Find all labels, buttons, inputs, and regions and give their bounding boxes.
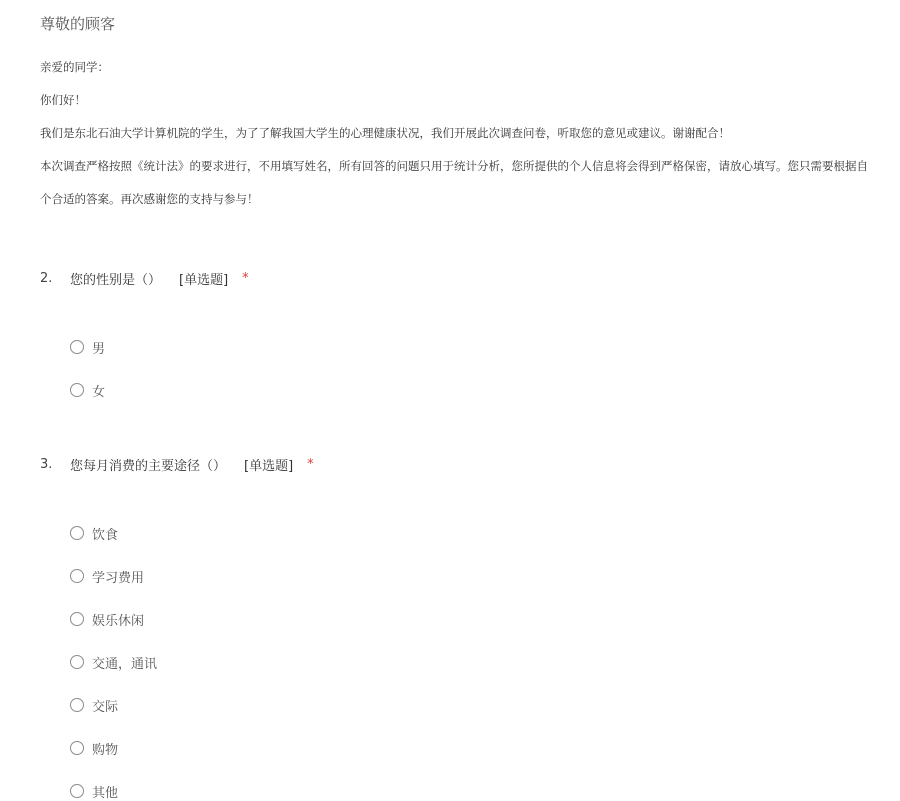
question-3-type: [单选题] <box>244 459 294 474</box>
radio-button[interactable] <box>70 340 84 354</box>
intro-thanks: 个合适的答案。再次感谢您的支持与参与！ <box>40 192 259 206</box>
question-2-required-mark: * <box>242 271 249 286</box>
question-3-title <box>40 455 314 474</box>
question-3-option-other[interactable] <box>70 782 118 800</box>
question-3-option-food[interactable] <box>70 524 118 542</box>
radio-button[interactable] <box>70 741 84 755</box>
question-2-option-female[interactable] <box>70 381 105 399</box>
question-3-required-mark: * <box>307 457 314 472</box>
question-2-option-male[interactable] <box>70 338 105 356</box>
radio-button[interactable] <box>70 569 84 583</box>
option-label: 女 <box>92 384 106 400</box>
question-2-text: 您的性别是（） <box>70 273 162 288</box>
radio-button[interactable] <box>70 784 84 798</box>
question-3-text: 您每月消费的主要途径（） <box>70 459 227 474</box>
radio-button[interactable] <box>70 698 84 712</box>
question-2-type: [单选题] <box>179 273 229 288</box>
option-label: 其他 <box>92 785 119 801</box>
radio-button[interactable] <box>70 526 84 540</box>
question-3-option-entertainment[interactable] <box>70 610 144 628</box>
intro-greeting: 亲爱的同学： <box>40 60 109 74</box>
option-label: 交通，通讯 <box>92 656 158 672</box>
option-label: 交际 <box>92 699 119 715</box>
page-title: 尊敬的顾客 <box>40 15 116 33</box>
question-3-option-social[interactable] <box>70 696 118 714</box>
question-3-number: 3. <box>40 457 53 472</box>
question-2-number: 2. <box>40 271 53 286</box>
option-label: 学习费用 <box>92 570 145 586</box>
option-label: 男 <box>92 341 106 357</box>
intro-privacy: 本次调查严格按照《统计法》的要求进行，不用填写姓名，所有回答的问题只用于统计分析，您所提供的个人信息将会得到严格保密，请放心填写。您只需要根据自 <box>40 159 868 173</box>
option-label: 娱乐休闲 <box>92 613 145 629</box>
question-2-title <box>40 269 249 288</box>
radio-button[interactable] <box>70 655 84 669</box>
question-3-option-transport[interactable] <box>70 653 157 671</box>
intro-purpose: 我们是东北石油大学计算机院的学生，为了了解我国大学生的心理健康状况，我们开展此次调查问卷，听取您的意见或建议。谢谢配合！ <box>40 126 730 140</box>
radio-button[interactable] <box>70 383 84 397</box>
intro-hello: 你们好！ <box>40 93 86 107</box>
question-3-option-shopping[interactable] <box>70 739 118 757</box>
radio-button[interactable] <box>70 612 84 626</box>
option-label: 购物 <box>92 742 119 758</box>
option-label: 饮食 <box>92 527 119 543</box>
question-3-option-study[interactable] <box>70 567 144 585</box>
